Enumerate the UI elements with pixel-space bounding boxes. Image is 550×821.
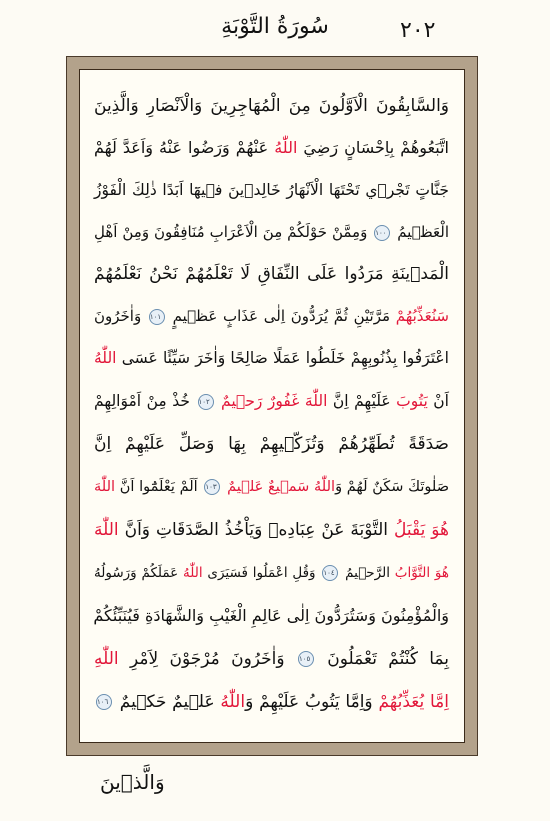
text-segment: وَاٰخَرُونَ مُرْجَوْنَ لِاَمْرِ <box>118 649 296 669</box>
ayah-marker: ١٠٢ <box>198 394 214 410</box>
text-segment: بِمَا كُنْتُمْ تَعْمَلُونَ <box>315 649 449 669</box>
highlighted-word: اللّٰهُ سَمٖيعٌ عَلٖيمٌ <box>227 479 336 495</box>
ayah-marker: ١٠٣ <box>204 479 220 495</box>
text-line <box>94 128 449 168</box>
text-segment: عَلَيْهِمْ اِنَّ <box>327 392 397 410</box>
ayah-marker: ١٠١ <box>149 309 165 325</box>
text-segment: اتَّبَعُوهُمْ بِاِحْسَانٍ رَضِيَ <box>297 138 449 157</box>
highlighted-word: اللّٰهِ <box>94 649 119 669</box>
highlighted-word: يَتُوبَ <box>396 392 428 410</box>
ayah-marker: ١٠٦ <box>96 694 112 710</box>
text-segment: الْمَدٖينَةِ مَرَدُوا عَلَى النِّفَاقِ لَا تَعْلَمُهُمْ نَحْنُ نَعْلَمُهُمْ <box>94 264 449 284</box>
highlighted-word: هُوَ يَقْبَلُ <box>393 520 449 540</box>
highlighted-word: اِمَّا يُعَذِّبُهُمْ <box>378 692 449 712</box>
text-line <box>94 467 449 507</box>
ayah-marker: ١٠٤ <box>322 565 338 581</box>
text-line <box>94 596 449 636</box>
text-segment: عَمَلَكُمْ وَرَسُولُهُ <box>94 565 184 581</box>
highlighted-word: اللّٰهُ <box>220 692 246 712</box>
text-line <box>94 212 449 252</box>
catchword: وَالَّذٖينَ <box>100 770 165 794</box>
highlighted-word: اللّٰهَ <box>94 520 119 540</box>
text-segment: عَنْهُمْ وَرَضُوا عَنْهُ وَاَعَدَّ لَهُمْ <box>94 138 275 157</box>
text-line <box>94 424 449 464</box>
text-segment: الْعَظٖيمُ <box>392 223 449 241</box>
text-segment: جَنَّاتٍ تَجْرٖي تَحْتَهَا الْاَنْهَارُ خَالِدٖينَ فٖيهَٓا اَبَدًا ذٰلِكَ الْفَوْزُ <box>94 181 449 199</box>
highlighted-word: اللّٰهَ غَفُورٌ رَحٖيمٌ <box>221 392 328 410</box>
page-header <box>0 14 550 54</box>
quran-text <box>94 86 449 726</box>
highlighted-word: اللّٰهُ <box>94 349 117 367</box>
highlighted-word: سَنُعَذِّبُهُمْ <box>395 307 449 325</box>
text-segment: وَالسَّابِقُونَ الْاَوَّلُونَ مِنَ الْمُهَاجِرِينَ وَالْاَنْصَارِ وَالَّذِينَ <box>94 96 449 116</box>
text-segment: التَّوْبَةَ عَنْ عِبَادِهٖ وَيَاْخُذُ الصَّدَقَاتِ وَاَنَّ <box>118 520 394 540</box>
text-segment: وَاِمَّا يَتُوبُ عَلَيْهِمْ وَ <box>245 692 379 712</box>
text-segment: اَلَمْ يَعْلَمُٓوا اَنَّ <box>115 479 203 495</box>
text-segment: وَمِمَّنْ حَوْلَكُمْ مِنَ الْاَعْرَابِ مُنَافِقُونَ وَمِنْ اَهْلِ <box>94 223 373 241</box>
text-line <box>94 553 449 593</box>
surah-title: سُورَةُ التَّوْبَةِ <box>221 14 329 39</box>
ayah-marker: ١٠٠ <box>374 225 390 241</box>
text-segment: اَنْ <box>427 392 449 410</box>
text-line <box>94 170 449 210</box>
highlighted-word: اللّٰهُ <box>274 138 298 157</box>
text-segment: خُذْ مِنْ اَمْوَالِهِمْ <box>94 392 196 410</box>
text-line <box>94 682 449 722</box>
text-panel <box>79 69 465 743</box>
text-line <box>94 381 449 421</box>
page-number: ٢٠٢ <box>400 18 436 43</box>
highlighted-word: اللّٰهَ <box>94 479 116 495</box>
page-frame <box>66 56 478 756</box>
text-line <box>94 86 449 126</box>
highlighted-word: هُوَ التَّوَّابُ <box>394 565 449 581</box>
text-segment: الرَّحٖيمُ <box>340 565 395 581</box>
text-segment: صَلٰوتَكَ سَكَنٌ لَهُمْ وَ <box>335 479 450 495</box>
text-segment: وَالْمُؤْمِنُونَ وَسَتُرَدُّونَ اِلٰى عَالِمِ الْغَيْبِ وَالشَّهَادَةِ فَيُنَبِّئُكُمْ <box>93 606 449 625</box>
text-segment: مَرَّتَيْنِ ثُمَّ يُرَدُّونَ اِلٰى عَذَابٍ عَظٖيمٍ <box>166 307 396 325</box>
text-segment: اعْتَرَفُوا بِذُنُوبِهِمْ خَلَطُوا عَمَلًا صَالِحًا وَاٰخَرَ سَيِّئًا عَسَى <box>116 349 449 367</box>
text-segment: وَقُلِ اعْمَلُوا فَسَيَرَى <box>202 565 321 581</box>
text-line <box>94 510 449 550</box>
ayah-marker: ١٠٥ <box>298 651 314 667</box>
text-line <box>94 338 449 378</box>
text-line <box>94 639 449 679</box>
text-line <box>94 296 449 336</box>
text-segment: وَاٰخَرُونَ <box>94 307 147 325</box>
text-segment: عَلٖيمٌ حَكٖيمٌ <box>114 692 221 712</box>
text-line <box>94 254 449 294</box>
highlighted-word: اللّٰهُ <box>183 565 203 581</box>
text-segment: صَدَقَةً تُطَهِّرُهُمْ وَتُزَكّٖيهِمْ بِهَا وَصَلِّ عَلَيْهِمْ اِنَّ <box>94 434 449 454</box>
